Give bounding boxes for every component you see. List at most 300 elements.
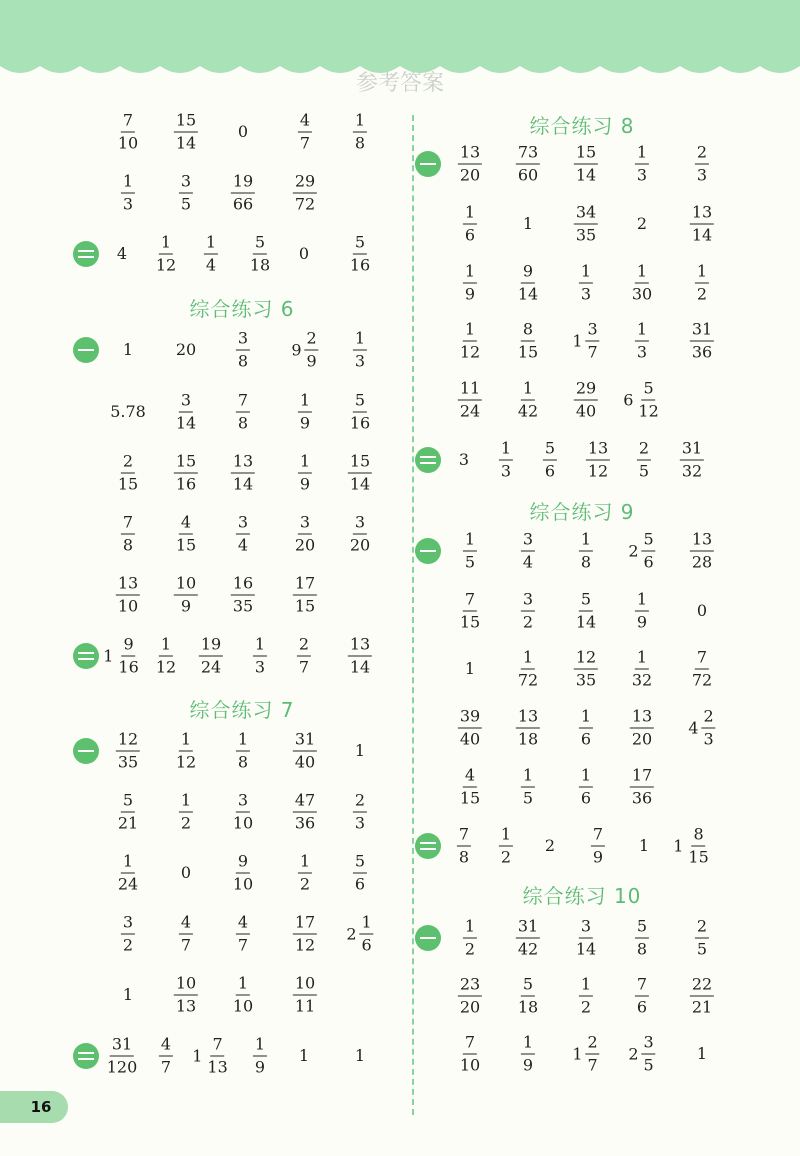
- fraction-denominator: 14: [691, 225, 713, 245]
- fraction: [591, 824, 605, 867]
- answer-value: [355, 743, 365, 759]
- answer-value: [298, 451, 312, 494]
- fraction: [293, 973, 317, 1016]
- fraction-numerator: 2: [586, 1035, 600, 1055]
- fraction-numerator: 2: [305, 331, 319, 351]
- answer-number: 0: [696, 601, 708, 620]
- fraction: [297, 634, 311, 677]
- fraction-numerator: 31: [293, 732, 317, 752]
- fraction: [121, 512, 135, 555]
- answer-value: [516, 916, 540, 959]
- fraction-denominator: 14: [175, 133, 197, 153]
- fraction-numerator: 13: [690, 205, 714, 225]
- fraction: [586, 438, 610, 481]
- answer-value: [521, 1032, 535, 1075]
- answer-value: [523, 216, 533, 232]
- fraction-denominator: 2: [122, 935, 134, 955]
- fraction-numerator: 23: [458, 977, 482, 997]
- answer-value: [579, 261, 593, 304]
- fraction: [686, 824, 710, 867]
- part-two-badge: [415, 833, 441, 859]
- fraction-numerator: 13: [516, 709, 540, 729]
- part-one-badge: [415, 925, 441, 951]
- answer-value: [293, 512, 317, 555]
- answer-value: [179, 171, 193, 214]
- answer-value: [121, 171, 135, 214]
- fraction-numerator: 1: [236, 976, 250, 996]
- fraction-numerator: 1: [463, 919, 477, 939]
- mixed-number-whole: 6: [623, 390, 634, 409]
- part-one-badge: [73, 337, 99, 363]
- fraction: [305, 328, 319, 371]
- answer-value: [690, 202, 714, 245]
- answer-value: [516, 378, 540, 421]
- fraction-numerator: 39: [458, 709, 482, 729]
- answer-value: [179, 790, 193, 833]
- fraction-denominator: 2: [464, 939, 476, 959]
- fraction: [574, 589, 598, 632]
- answer-number: 4: [116, 244, 128, 263]
- fraction-denominator: 5: [180, 194, 192, 214]
- fraction-numerator: 7: [236, 393, 250, 413]
- fraction: [116, 110, 140, 153]
- fraction: [458, 706, 482, 749]
- fraction-denominator: 10: [117, 596, 139, 616]
- fraction: [516, 974, 540, 1017]
- fraction-numerator: 13: [231, 454, 255, 474]
- fraction: [253, 634, 267, 677]
- answer-value: [579, 974, 593, 1017]
- fraction-numerator: 3: [521, 592, 535, 612]
- answer-value: [105, 1034, 140, 1077]
- fraction-numerator: 1: [521, 650, 535, 670]
- answer-value: [348, 512, 372, 555]
- fraction-denominator: 66: [232, 194, 254, 214]
- fraction-denominator: 40: [459, 729, 481, 749]
- fraction: [298, 451, 312, 494]
- fraction-numerator: 10: [174, 576, 198, 596]
- fraction-numerator: 5: [543, 441, 557, 461]
- fraction-denominator: 8: [237, 413, 249, 433]
- fraction-numerator: 1: [579, 709, 593, 729]
- fraction-denominator: 9: [299, 413, 311, 433]
- answer-value: [116, 729, 140, 772]
- fraction-numerator: 9: [121, 637, 135, 657]
- fraction: [690, 319, 714, 362]
- answer-number: 0: [298, 244, 310, 263]
- fraction: [116, 790, 140, 833]
- answer-value: [110, 404, 146, 420]
- fraction-denominator: 6: [544, 461, 556, 481]
- fraction-numerator: 1: [579, 532, 593, 552]
- answer-value: [353, 851, 367, 894]
- answer-number: 1: [354, 741, 366, 760]
- fraction-denominator: 24: [200, 657, 222, 677]
- column-divider: [412, 115, 414, 1115]
- answer-value: [231, 973, 255, 1016]
- fraction-numerator: 1: [635, 592, 649, 612]
- fraction-numerator: 1: [298, 854, 312, 874]
- answer-value: [458, 765, 482, 808]
- fraction: [543, 438, 557, 481]
- fraction-denominator: 10: [459, 1055, 481, 1075]
- answer-number: 1: [638, 836, 650, 855]
- answer-value: [199, 634, 223, 677]
- fraction: [636, 378, 660, 421]
- fraction-denominator: 7: [298, 657, 310, 677]
- answer-value: [637, 438, 651, 481]
- fraction-numerator: 22: [690, 977, 714, 997]
- fraction: [231, 790, 255, 833]
- fraction-numerator: 3: [642, 1035, 656, 1055]
- answer-number: 1: [464, 659, 476, 678]
- fraction-numerator: 1: [635, 650, 649, 670]
- answer-value: [297, 634, 311, 677]
- fraction-denominator: 20: [459, 997, 481, 1017]
- answer-number: 2: [544, 836, 556, 855]
- answer-value: [346, 912, 373, 955]
- fraction-numerator: 1: [635, 322, 649, 342]
- fraction-denominator: 36: [294, 813, 316, 833]
- fraction-numerator: 7: [121, 515, 135, 535]
- fraction-denominator: 21: [117, 813, 139, 833]
- fraction: [199, 634, 223, 677]
- fraction-denominator: 35: [575, 225, 597, 245]
- fraction-numerator: 3: [236, 793, 250, 813]
- fraction: [154, 634, 178, 677]
- fraction: [586, 1032, 600, 1075]
- fraction: [353, 851, 367, 894]
- fraction-denominator: 20: [459, 165, 481, 185]
- fraction: [642, 1032, 656, 1075]
- fraction-numerator: 1: [179, 793, 193, 813]
- mixed-number-whole: 1: [572, 1044, 583, 1063]
- fraction-denominator: 14: [349, 474, 371, 494]
- fraction: [637, 438, 651, 481]
- header-stamp: 参考答案: [355, 71, 445, 96]
- fraction: [205, 1034, 229, 1077]
- fraction-numerator: 13: [630, 709, 654, 729]
- fraction-denominator: 5: [638, 461, 650, 481]
- fraction-numerator: 16: [231, 576, 255, 596]
- fraction-denominator: 3: [500, 461, 512, 481]
- fraction-denominator: 8: [237, 752, 249, 772]
- mixed-number-whole: 1: [572, 331, 583, 350]
- fraction-denominator: 24: [117, 874, 139, 894]
- fraction-denominator: 5: [696, 939, 708, 959]
- fraction: [680, 438, 704, 481]
- fraction-denominator: 18: [517, 729, 539, 749]
- answer-value: [516, 974, 540, 1017]
- answer-value: [635, 142, 649, 185]
- page-number-tab: [0, 1091, 68, 1123]
- part-one-badge: [415, 538, 441, 564]
- fraction-denominator: 72: [294, 194, 316, 214]
- fraction-denominator: 10: [232, 996, 254, 1016]
- answer-value: [635, 589, 649, 632]
- fraction: [293, 573, 317, 616]
- answer-value: [463, 916, 477, 959]
- fraction-numerator: 7: [463, 1035, 477, 1055]
- answer-value: [293, 912, 317, 955]
- fraction: [463, 916, 477, 959]
- answer-value: [574, 647, 598, 690]
- fraction-denominator: 15: [175, 535, 197, 555]
- fraction: [231, 973, 255, 1016]
- fraction: [353, 328, 367, 371]
- fraction-numerator: 31: [690, 322, 714, 342]
- fraction-numerator: 3: [236, 331, 250, 351]
- answer-value: [574, 378, 598, 421]
- answer-value: [521, 529, 535, 572]
- fraction-denominator: 16: [175, 474, 197, 494]
- answer-value: [695, 261, 709, 304]
- fraction-numerator: 2: [637, 441, 651, 461]
- answer-value: [635, 916, 649, 959]
- answer-value: [630, 706, 654, 749]
- fraction: [635, 319, 649, 362]
- fraction-numerator: 4: [463, 768, 477, 788]
- fraction: [463, 261, 477, 304]
- answer-value: [465, 661, 475, 677]
- answer-value: [291, 328, 318, 371]
- fraction-denominator: 20: [294, 535, 316, 555]
- answer-number: 1: [696, 1044, 708, 1063]
- fraction: [521, 1032, 535, 1075]
- fraction-numerator: 1: [253, 1037, 267, 1057]
- fraction: [695, 916, 709, 959]
- answer-value: [174, 573, 198, 616]
- fraction-denominator: 2: [580, 997, 592, 1017]
- answer-value: [293, 973, 317, 1016]
- fraction-numerator: 1: [579, 264, 593, 284]
- fraction-denominator: 13: [175, 996, 197, 1016]
- answer-value: [458, 378, 482, 421]
- fraction-denominator: 5: [522, 788, 534, 808]
- answer-value: [348, 232, 372, 275]
- fraction: [236, 729, 250, 772]
- fraction: [521, 765, 535, 808]
- fraction-denominator: 6: [580, 729, 592, 749]
- fraction: [516, 647, 540, 690]
- fraction-denominator: 9: [299, 474, 311, 494]
- fraction: [458, 765, 482, 808]
- answer-value: [628, 1032, 655, 1075]
- fraction-numerator: 3: [298, 515, 312, 535]
- fraction-denominator: 20: [631, 729, 653, 749]
- answer-value: [458, 142, 482, 185]
- answer-value: [591, 824, 605, 867]
- answer-value: [697, 603, 707, 619]
- fraction-numerator: 1: [695, 264, 709, 284]
- fraction: [236, 390, 250, 433]
- answer-value: [628, 529, 655, 572]
- fraction-denominator: 15: [517, 342, 539, 362]
- fraction-denominator: 8: [354, 133, 366, 153]
- fraction: [499, 824, 513, 867]
- fraction: [231, 573, 255, 616]
- fraction-denominator: 9: [180, 596, 192, 616]
- fraction-numerator: 8: [691, 827, 705, 847]
- answer-value: [248, 232, 272, 275]
- fraction-numerator: 17: [293, 576, 317, 596]
- answer-value: [457, 824, 471, 867]
- answer-value: [688, 706, 715, 749]
- fraction-denominator: 16: [118, 657, 139, 677]
- answer-value: [159, 1034, 173, 1077]
- fraction: [458, 319, 482, 362]
- fraction-numerator: 1: [521, 768, 535, 788]
- mixed-number-whole: 1: [103, 646, 114, 665]
- mixed-number-whole: 1: [673, 836, 684, 855]
- answer-value: [116, 451, 140, 494]
- answer-number: 1: [122, 985, 134, 1004]
- fraction-denominator: 42: [517, 939, 539, 959]
- fraction: [630, 706, 654, 749]
- fraction-numerator: 1: [121, 854, 135, 874]
- mixed-number-whole: 4: [688, 718, 699, 737]
- fraction: [635, 142, 649, 185]
- fraction-numerator: 7: [635, 977, 649, 997]
- fraction-numerator: 12: [116, 732, 140, 752]
- fraction-denominator: 7: [237, 935, 249, 955]
- fraction-denominator: 28: [691, 552, 713, 572]
- answer-value: [586, 438, 610, 481]
- answer-value: [121, 512, 135, 555]
- fraction-denominator: 10: [117, 133, 139, 153]
- part-two-badge: [73, 241, 99, 267]
- answer-value: [116, 851, 140, 894]
- fraction-denominator: 6: [464, 225, 476, 245]
- fraction-denominator: 9: [306, 351, 317, 371]
- fraction-numerator: 5: [641, 381, 655, 401]
- answer-value: [695, 142, 709, 185]
- answer-value: [630, 261, 654, 304]
- fraction-numerator: 34: [574, 205, 598, 225]
- fraction: [179, 790, 193, 833]
- fraction-denominator: 15: [459, 612, 481, 632]
- fraction-denominator: 15: [294, 596, 316, 616]
- fraction-denominator: 14: [232, 474, 254, 494]
- fraction: [348, 512, 372, 555]
- answer-value: [572, 319, 599, 362]
- answer-value: [458, 974, 482, 1017]
- fraction-numerator: 12: [574, 650, 598, 670]
- fraction: [154, 232, 178, 275]
- fraction-numerator: 17: [293, 915, 317, 935]
- fraction-numerator: 31: [680, 441, 704, 461]
- fraction-numerator: 1: [463, 532, 477, 552]
- answer-value: [543, 438, 557, 481]
- answer-value: [630, 647, 654, 690]
- fraction: [298, 110, 312, 153]
- fraction: [174, 729, 198, 772]
- fraction: [516, 706, 540, 749]
- answer-value: [174, 729, 198, 772]
- answer-number: 2: [636, 214, 648, 233]
- fraction: [348, 390, 372, 433]
- answer-value: [516, 319, 540, 362]
- fraction-numerator: 4: [179, 515, 193, 535]
- answer-value: [236, 328, 250, 371]
- fraction-numerator: 7: [210, 1037, 224, 1057]
- answer-value: [116, 790, 140, 833]
- answer-value: [574, 916, 598, 959]
- fraction-numerator: 15: [174, 113, 198, 133]
- fraction: [174, 512, 198, 555]
- fraction-numerator: 4: [298, 113, 312, 133]
- fraction: [690, 202, 714, 245]
- fraction: [298, 390, 312, 433]
- answer-value: [499, 824, 513, 867]
- answer-value: [579, 765, 593, 808]
- fraction-numerator: 4: [159, 1037, 173, 1057]
- fraction-denominator: 36: [691, 342, 713, 362]
- fraction: [635, 589, 649, 632]
- fraction-denominator: 6: [636, 997, 648, 1017]
- fraction: [458, 589, 482, 632]
- fraction-numerator: 2: [121, 454, 135, 474]
- fraction-numerator: 5: [353, 235, 367, 255]
- fraction-denominator: 10: [232, 874, 254, 894]
- fraction-denominator: 3: [254, 657, 266, 677]
- fraction-denominator: 8: [237, 351, 249, 371]
- fraction-denominator: 12: [294, 935, 316, 955]
- fraction-denominator: 21: [691, 997, 713, 1017]
- fraction-numerator: 1: [463, 205, 477, 225]
- fraction-denominator: 15: [688, 847, 709, 867]
- fraction-numerator: 1: [499, 441, 513, 461]
- fraction: [463, 202, 477, 245]
- fraction-denominator: 12: [155, 657, 177, 677]
- fraction-denominator: 11: [294, 996, 316, 1016]
- answer-value: [463, 529, 477, 572]
- answer-value: [116, 573, 140, 616]
- answer-value: [463, 202, 477, 245]
- fraction-numerator: 13: [348, 637, 372, 657]
- fraction-numerator: 7: [463, 592, 477, 612]
- fraction-numerator: 1: [204, 235, 218, 255]
- fraction-numerator: 1: [499, 827, 513, 847]
- fraction-numerator: 1: [463, 264, 477, 284]
- fraction-denominator: 3: [580, 284, 592, 304]
- fraction-denominator: 4: [522, 552, 534, 572]
- fraction-denominator: 12: [587, 461, 609, 481]
- answer-value: [231, 851, 255, 894]
- fraction-numerator: 1: [179, 732, 193, 752]
- fraction-denominator: 60: [517, 165, 539, 185]
- fraction-numerator: 5: [121, 793, 135, 813]
- answer-value: [690, 529, 714, 572]
- answer-value: [690, 647, 714, 690]
- answer-number: 0: [180, 863, 192, 882]
- answer-value: [293, 171, 317, 214]
- fraction-denominator: 14: [575, 939, 597, 959]
- fraction: [348, 232, 372, 275]
- answer-value: [635, 319, 649, 362]
- answer-number: 5.78: [110, 402, 146, 421]
- fraction-denominator: 120: [106, 1057, 138, 1077]
- fraction: [174, 110, 198, 153]
- fraction-denominator: 2: [522, 612, 534, 632]
- fraction-numerator: 15: [174, 454, 198, 474]
- fraction-numerator: 2: [297, 637, 311, 657]
- fraction: [574, 378, 598, 421]
- fraction: [121, 171, 135, 214]
- fraction-numerator: 1: [521, 1035, 535, 1055]
- fraction: [353, 790, 367, 833]
- answer-value: [253, 634, 267, 677]
